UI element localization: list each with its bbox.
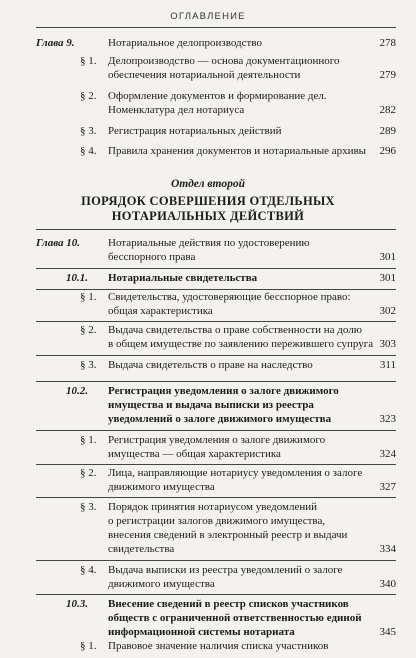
section-label: § 2.	[80, 467, 97, 479]
subchapter-title-line: обществ с ограниченной ответственностью единой	[108, 612, 362, 624]
section-rule	[36, 430, 396, 431]
section-rule	[36, 560, 396, 561]
chapter-title-line: бесспорного права	[108, 251, 196, 263]
section-label: § 3.	[80, 359, 97, 371]
section-rule	[36, 268, 396, 269]
toc-entry-section[interactable]	[36, 55, 396, 83]
section-title-line: движимого имущества	[108, 578, 215, 590]
toc-entry-subchapter-10-2[interactable]	[36, 385, 396, 427]
section-title-line: Оформление документов и формирование дел.	[108, 90, 327, 102]
section-title-line: Порядок принятия нотариусом уведомлений	[108, 501, 317, 513]
section-title-line: внесения сведений в электронный реестр и выдачи	[108, 529, 348, 541]
section-title-line: Регистрация нотариальных действий	[108, 125, 282, 137]
page-ref: 279	[379, 69, 396, 81]
page-ref: 302	[379, 305, 396, 317]
toc-entry-section[interactable]	[36, 467, 396, 495]
toc-entry-section[interactable]	[36, 359, 396, 373]
page-ref: 303	[379, 338, 396, 350]
chapter-label: Глава 10.	[36, 237, 81, 249]
section-rule	[36, 289, 396, 290]
section-label: § 2.	[80, 90, 97, 102]
section-rule	[36, 321, 396, 322]
section-title-line: обеспечения нотариальной деятельности	[108, 69, 301, 81]
toc-entry-subchapter-10-1[interactable]	[36, 272, 396, 286]
section-title-line: Делопроизводство — основа документационного	[108, 55, 340, 67]
toc-entry-chapter-9[interactable]	[36, 37, 396, 51]
section-rule	[36, 229, 396, 230]
section-rule	[36, 381, 396, 382]
section-rule	[36, 464, 396, 465]
toc-entry-section[interactable]	[36, 434, 396, 462]
section-label: § 4.	[80, 145, 97, 157]
subchapter-title-line: имущества и выдача выписки из реестра	[108, 399, 314, 411]
section-label: § 4.	[80, 564, 97, 576]
section-title-line: свидетельства	[108, 543, 175, 555]
section-title-line: Правовое значение наличия списка участников	[108, 640, 329, 652]
chapter-label: Глава 9.	[36, 37, 75, 49]
section-title-line: Правила хранения документов и нотариальные архивы	[108, 145, 367, 157]
section-label: § 1.	[80, 640, 97, 652]
section-rule	[36, 594, 396, 595]
toc-entry-section[interactable]	[36, 125, 396, 139]
chapter-title: Нотариальное делопроизводство	[108, 37, 262, 49]
section-title-line: Выдача свидетельств о праве на наследство	[108, 359, 313, 371]
section-label: § 1.	[80, 55, 97, 67]
chapter-title-line: Нотариальные действия по удостоверению	[108, 237, 310, 249]
section-title-line: Лица, направляющие нотариусу уведомления о залоге	[108, 467, 363, 479]
section-title-line: общая характеристика	[108, 305, 213, 317]
header-rule	[36, 27, 396, 28]
part-title-line: ПОРЯДОК СОВЕРШЕНИЯ ОТДЕЛЬНЫХ	[81, 194, 335, 208]
page-ref: 301	[379, 272, 396, 284]
page-ref: 289	[379, 125, 396, 137]
subchapter-label: 10.2.	[66, 385, 88, 397]
toc-entry-chapter-10[interactable]	[36, 237, 396, 265]
page-ref: 282	[379, 104, 396, 116]
part-label: Отдел второй	[171, 178, 245, 190]
page-ref: 296	[379, 145, 396, 157]
section-label: § 3.	[80, 125, 97, 137]
page-ref: 334	[379, 543, 396, 555]
toc-entry-subchapter-10-3[interactable]	[36, 598, 396, 640]
section-title-line: имущества — общая характеристика	[108, 448, 281, 460]
part-title-line: НОТАРИАЛЬНЫХ ДЕЙСТВИЙ	[111, 209, 305, 223]
toc-entry-section[interactable]	[36, 501, 396, 557]
section-label: § 1.	[80, 291, 97, 303]
section-title-line: Номенклатура дел нотариуса	[108, 104, 245, 116]
section-label: § 3.	[80, 501, 97, 513]
page-ref: 311	[379, 359, 396, 371]
section-rule	[36, 355, 396, 356]
toc-entry-section[interactable]	[36, 90, 396, 118]
running-head: ОГЛАВЛЕНИЕ	[170, 11, 246, 22]
section-rule	[36, 497, 396, 498]
section-title-line: Выдача свидетельства о праве собственности на долю	[108, 324, 362, 336]
page-ref: 301	[379, 251, 396, 263]
subchapter-label: 10.3.	[66, 598, 88, 610]
toc-entry-section[interactable]	[36, 145, 396, 159]
subchapter-title-line: информационной системы нотариата	[108, 626, 295, 638]
section-label: § 2.	[80, 324, 97, 336]
page-ref: 323	[379, 413, 396, 425]
subchapter-label: 10.1.	[66, 272, 88, 284]
section-title-line: Регистрация уведомления о залоге движимого	[108, 434, 326, 446]
toc-entry-section[interactable]	[36, 291, 396, 319]
toc-entry-section[interactable]	[36, 564, 396, 592]
toc-entry-section[interactable]	[36, 640, 396, 654]
page-ref: 327	[379, 481, 396, 493]
page-ref: 278	[379, 37, 396, 49]
subchapter-title-line: уведомлений о залоге движимого имущества	[108, 413, 332, 425]
subchapter-title-line: Внесение сведений в реестр списков участников	[108, 598, 349, 610]
section-title-line: в общем имуществе по заявлению пережившего супруга	[108, 338, 374, 350]
subchapter-title: Нотариальные свидетельства	[108, 272, 258, 284]
section-title-line: Выдача выписки из реестра уведомлений о залоге	[108, 564, 343, 576]
subchapter-title-line: Регистрация уведомления о залоге движимого	[108, 385, 339, 397]
page-ref: 340	[379, 578, 396, 590]
page-ref: 324	[379, 448, 396, 460]
section-label: § 1.	[80, 434, 97, 446]
section-title-line: о регистрации залогов движимого имущества,	[108, 515, 326, 527]
page-ref: 345	[379, 626, 396, 638]
section-title-line: Свидетельства, удостоверяющие бесспорное право:	[108, 291, 351, 303]
section-title-line: движимого имущества	[108, 481, 215, 493]
toc-entry-section[interactable]	[36, 324, 396, 352]
